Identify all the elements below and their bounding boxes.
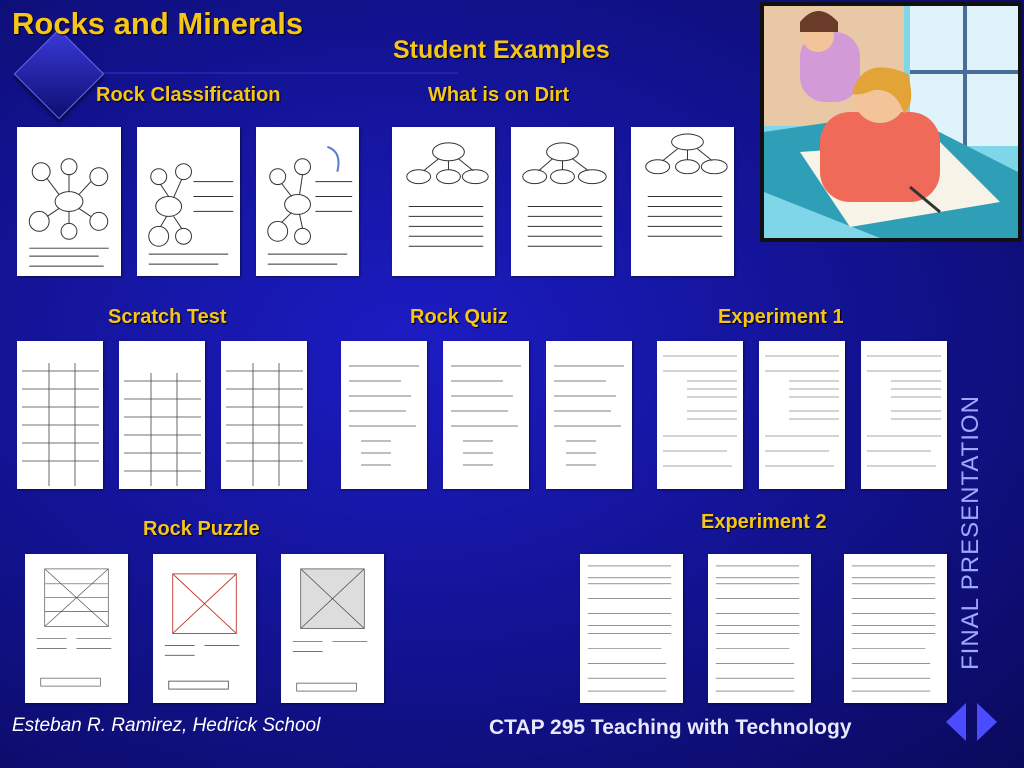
worksheet-thumbnail[interactable] bbox=[119, 341, 205, 489]
worksheet-thumbnail[interactable] bbox=[341, 341, 427, 489]
worksheet-thumbnail[interactable] bbox=[221, 341, 307, 489]
final-presentation-label: FINAL PRESENTATION bbox=[957, 395, 984, 670]
worksheet-thumbnail[interactable] bbox=[657, 341, 743, 489]
worksheet-thumbnail[interactable] bbox=[546, 341, 632, 489]
worksheet-thumbnail[interactable] bbox=[17, 127, 121, 276]
worksheet-thumbnail[interactable] bbox=[153, 554, 256, 703]
worksheet-thumbnail[interactable] bbox=[392, 127, 495, 276]
section-what-is-on-dirt: What is on Dirt bbox=[428, 84, 570, 106]
worksheet-thumbnail[interactable] bbox=[256, 127, 359, 276]
worksheet-thumbnail[interactable] bbox=[17, 341, 103, 489]
slide-title: Rocks and Minerals bbox=[12, 6, 304, 41]
next-arrow-icon[interactable] bbox=[977, 703, 997, 741]
author-footer: Esteban R. Ramirez, Hedrick School bbox=[12, 715, 321, 736]
section-rock-classification: Rock Classification bbox=[96, 84, 281, 106]
course-footer: CTAP 295 Teaching with Technology bbox=[489, 716, 852, 739]
section-experiment-1: Experiment 1 bbox=[718, 306, 844, 328]
worksheet-thumbnail[interactable] bbox=[137, 127, 240, 276]
worksheet-thumbnail[interactable] bbox=[511, 127, 614, 276]
section-experiment-2: Experiment 2 bbox=[701, 511, 827, 533]
worksheet-thumbnail[interactable] bbox=[861, 341, 947, 489]
worksheet-thumbnail[interactable] bbox=[759, 341, 845, 489]
worksheet-thumbnail[interactable] bbox=[25, 554, 128, 703]
section-scratch-test: Scratch Test bbox=[108, 306, 227, 328]
worksheet-thumbnail[interactable] bbox=[443, 341, 529, 489]
section-rock-puzzle: Rock Puzzle bbox=[143, 518, 260, 540]
worksheet-thumbnail[interactable] bbox=[580, 554, 683, 703]
worksheet-thumbnail[interactable] bbox=[708, 554, 811, 703]
previous-arrow-icon[interactable] bbox=[946, 703, 966, 741]
worksheet-thumbnail[interactable] bbox=[631, 127, 734, 276]
slide-subtitle: Student Examples bbox=[393, 36, 610, 64]
students-writing-clipart bbox=[760, 2, 1022, 242]
diamond-icon bbox=[14, 29, 105, 120]
section-rock-quiz: Rock Quiz bbox=[410, 306, 508, 328]
worksheet-thumbnail[interactable] bbox=[844, 554, 947, 703]
worksheet-thumbnail[interactable] bbox=[281, 554, 384, 703]
